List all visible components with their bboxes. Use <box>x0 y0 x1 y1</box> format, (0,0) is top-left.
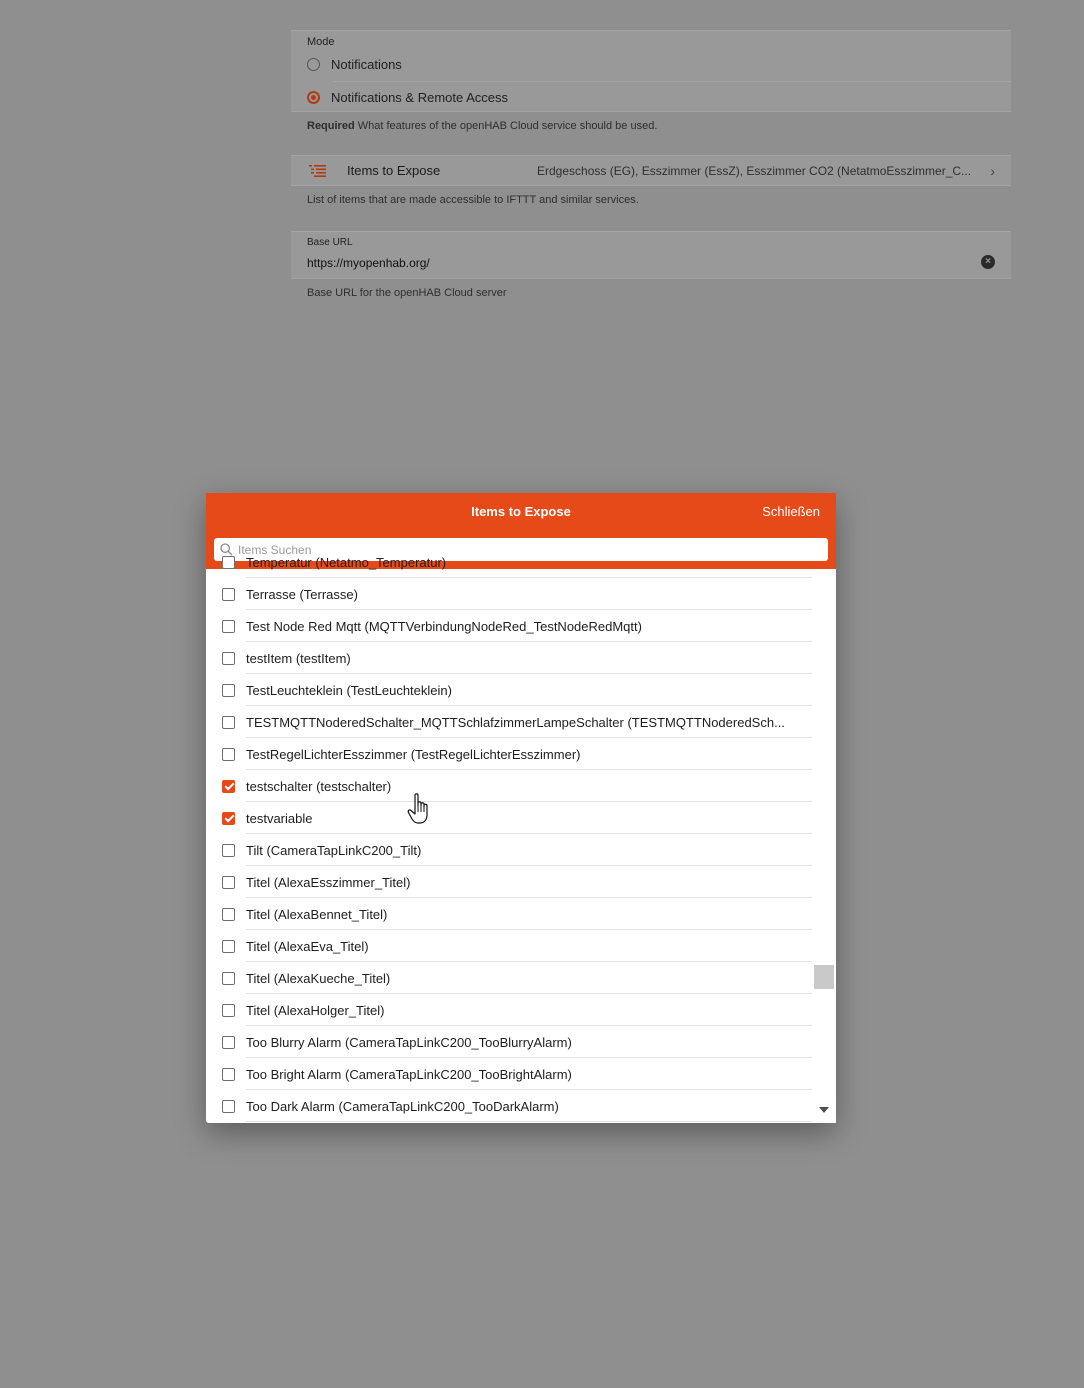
radio-button[interactable] <box>307 58 320 71</box>
list-item[interactable] <box>206 834 812 866</box>
list-item-label: Test Node Red Mqtt (MQTTVerbindungNodeRed_TestNodeRedMqtt) <box>246 618 642 634</box>
item-checkbox-list[interactable] <box>206 554 812 1123</box>
list-item-label: Titel (AlexaEva_Titel) <box>246 938 369 954</box>
base-url-label: Base URL <box>307 237 353 248</box>
checkbox[interactable] <box>222 940 235 953</box>
mode-hint <box>307 120 1011 134</box>
list-item-label: Terrasse (Terrasse) <box>246 586 358 602</box>
list-item-label: TestLeuchteklein (TestLeuchteklein) <box>246 682 452 698</box>
scrollbar-thumb[interactable] <box>814 965 834 989</box>
list-item-label: Titel (AlexaEsszimmer_Titel) <box>246 874 411 890</box>
popup-title: Items to Expose <box>471 504 571 519</box>
list-item-label: testschalter (testschalter) <box>246 778 392 794</box>
list-item-label: testItem (testItem) <box>246 650 351 666</box>
checkbox[interactable] <box>222 556 235 569</box>
required-label: Required <box>307 120 355 132</box>
list-item-label: Tilt (CameraTapLinkC200_Tilt) <box>246 842 422 858</box>
items-to-expose-value: Erdgeschoss (EG), Esszimmer (EssZ), Esszimmer CO2 (NetatmoEsszimmer_C... <box>537 163 972 178</box>
radio-label: Notifications <box>331 57 402 72</box>
list-item[interactable] <box>206 1090 812 1122</box>
chevron-right-icon: › <box>990 162 995 179</box>
checkbox[interactable] <box>222 652 235 665</box>
checkbox[interactable] <box>222 684 235 697</box>
scroll-down-arrow-icon[interactable] <box>819 1107 829 1113</box>
list-item[interactable] <box>206 610 812 642</box>
list-item[interactable] <box>206 578 812 610</box>
list-item[interactable] <box>206 738 812 770</box>
list-item-label: Titel (AlexaHolger_Titel) <box>246 1002 385 1018</box>
checkbox[interactable] <box>222 716 235 729</box>
radio-option-notifications-remote-access[interactable] <box>333 81 1011 113</box>
divider <box>246 1121 812 1122</box>
checkbox[interactable] <box>222 844 235 857</box>
items-to-expose-hint: List of items that are made accessible to IFTTT and similar services. <box>307 194 639 206</box>
list-item[interactable] <box>206 1026 812 1058</box>
mode-hint-text: What features of the openHAB Cloud service should be used. <box>357 120 658 132</box>
list-item-label: Titel (AlexaKueche_Titel) <box>246 970 391 986</box>
close-button[interactable]: Schließen <box>762 504 820 519</box>
mode-title: Mode <box>307 36 335 48</box>
checkbox[interactable] <box>222 1068 235 1081</box>
checkbox[interactable] <box>222 876 235 889</box>
checkbox[interactable] <box>222 620 235 633</box>
list-item-label: Temperatur (Netatmo_Temperatur) <box>246 554 447 570</box>
list-item-label: Too Bright Alarm (CameraTapLinkC200_TooBrightAlarm) <box>246 1066 572 1082</box>
list-item-label: TESTMQTTNoderedSchalter_MQTTSchlafzimmerLampeSchalter (TESTMQTTNoderedSch... <box>246 714 785 730</box>
radio-button-selected[interactable] <box>307 91 320 104</box>
list-item[interactable] <box>206 994 812 1026</box>
list-item[interactable] <box>206 802 812 834</box>
scrollbar[interactable] <box>812 569 836 1123</box>
checkbox-checked[interactable] <box>222 780 235 793</box>
mode-field <box>291 30 1011 112</box>
list-item[interactable] <box>206 674 812 706</box>
checkbox-checked[interactable] <box>222 812 235 825</box>
base-url-hint: Base URL for the openHAB Cloud server <box>307 287 507 299</box>
checkbox[interactable] <box>222 588 235 601</box>
list-item-label: Too Blurry Alarm (CameraTapLinkC200_TooBlurryAlarm) <box>246 1034 572 1050</box>
checkbox[interactable] <box>222 908 235 921</box>
list-item[interactable] <box>206 1058 812 1090</box>
list-item-label: Titel (AlexaBennet_Titel) <box>246 906 388 922</box>
list-item[interactable] <box>206 898 812 930</box>
checkbox[interactable] <box>222 972 235 985</box>
list-item[interactable] <box>206 546 812 578</box>
checkbox[interactable] <box>222 1004 235 1017</box>
checkbox[interactable] <box>222 1100 235 1113</box>
list-item-label: TestRegelLichterEsszimmer (TestRegelLichterEsszimmer) <box>246 746 581 762</box>
list-item[interactable] <box>206 706 812 738</box>
items-to-expose-popup <box>206 493 836 1123</box>
hand-cursor-icon <box>406 792 434 826</box>
items-to-expose-title: Items to Expose <box>347 163 441 178</box>
list-item-label: testvariable <box>246 810 313 826</box>
list-item-label: Too Dark Alarm (CameraTapLinkC200_TooDarkAlarm) <box>246 1098 559 1114</box>
checkbox[interactable] <box>222 748 235 761</box>
list-item[interactable] <box>206 930 812 962</box>
checkbox[interactable] <box>222 1036 235 1049</box>
radio-label: Notifications & Remote Access <box>331 90 509 105</box>
list-item[interactable] <box>206 962 812 994</box>
clear-icon[interactable]: × <box>981 255 995 269</box>
settings-form <box>291 30 1011 301</box>
base-url-input[interactable]: https://myopenhab.org/ <box>307 256 430 270</box>
base-url-field[interactable] <box>291 231 1011 279</box>
items-to-expose-row[interactable] <box>291 155 1011 186</box>
list-item[interactable] <box>206 642 812 674</box>
list-icon <box>309 165 327 177</box>
list-item[interactable] <box>206 770 812 802</box>
radio-option-notifications[interactable] <box>291 49 1011 80</box>
list-item[interactable] <box>206 866 812 898</box>
